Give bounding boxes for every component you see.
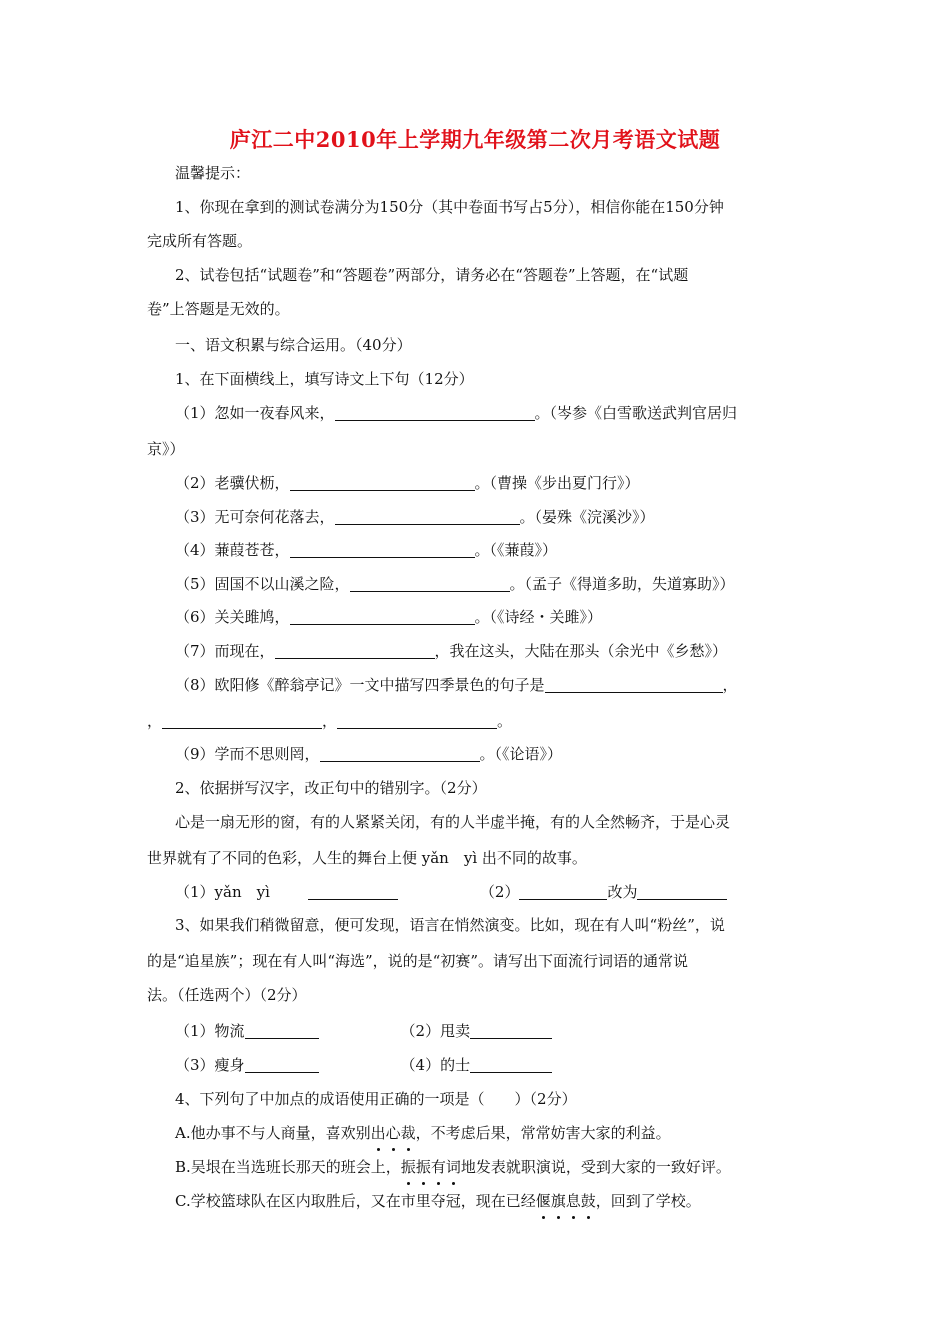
item-text: （5）固国不以山溪之险，: [175, 575, 350, 593]
question-1-item-8-cont: [147, 710, 512, 732]
answer-label: 改为: [607, 883, 638, 901]
answer-blank[interactable]: [320, 745, 480, 762]
dotted-char: 鼓: [580, 1192, 596, 1210]
question-1-item-5: [175, 573, 735, 595]
tip-line: 完成所有答题。: [147, 232, 253, 250]
question-2-answers: [175, 881, 727, 903]
answer-blank[interactable]: [337, 712, 497, 729]
item-text: 。: [497, 712, 513, 730]
option-text: ，回到了学校。: [595, 1192, 701, 1210]
answer-blank[interactable]: [350, 575, 510, 592]
item-text: 。（晏殊《浣溪沙》）: [519, 508, 655, 526]
question-1-item-1-cont: 京》）: [147, 440, 185, 458]
option-text: C.学校篮球队在区内取胜后，又在市里夺冠，现在已经: [175, 1192, 536, 1210]
dotted-char: 偃: [535, 1192, 551, 1210]
page-title: 庐江二中2010年上学期九年级第二次月考语文试题: [229, 127, 721, 152]
tip-heading: 温馨提示：: [175, 164, 251, 182]
item-text: （2）老骥伏枥，: [175, 474, 290, 492]
question-3-row: [175, 1054, 552, 1076]
answer-blank[interactable]: [637, 883, 727, 900]
dotted-idiom: [536, 1192, 596, 1210]
dotted-char: 振: [415, 1158, 431, 1176]
tip-line: 2、试卷包括“试题卷”和“答题卷”两部分，请务必在“答题卷”上答题，在“试题: [175, 266, 689, 284]
answer-blank[interactable]: [470, 1056, 552, 1073]
question-1-stem: 1、在下面横线上，填写诗文上下句（12分）: [175, 370, 474, 388]
answer-blank[interactable]: [519, 883, 607, 900]
dotted-char: 裁: [400, 1124, 416, 1142]
question-2-text: 世界就有了不同的色彩，人生的舞台上便 yǎn yì 出不同的故事。: [147, 849, 587, 867]
question-1-item-4: [175, 539, 557, 561]
item-text: （6）关关雎鸠，: [175, 608, 290, 626]
answer-label: （2）: [479, 883, 520, 901]
answer-blank[interactable]: [245, 1022, 319, 1039]
item-text: ，: [147, 712, 163, 730]
item-text: 。（岑参《白雪歌送武判官居归: [534, 404, 738, 422]
answer-blank[interactable]: [162, 712, 322, 729]
answer-blank[interactable]: [245, 1056, 319, 1073]
question-3-row: [175, 1020, 552, 1042]
answer-blank[interactable]: [335, 404, 535, 421]
question-3-stem: 3、如果我们稍微留意，便可发现，语言在悄然演变。比如，现在有人叫“粉丝”，说: [175, 916, 725, 934]
dotted-char: 振: [400, 1158, 416, 1176]
dotted-char: 心: [385, 1124, 401, 1142]
answer-label: （1）yǎn yì: [175, 883, 270, 901]
answer-blank[interactable]: [308, 883, 398, 900]
answer-blank[interactable]: [290, 474, 475, 491]
item-text: ，我在这头，大陆在那头（余光中《乡愁》）: [434, 642, 728, 660]
item-text: （9）学而不思则罔，: [175, 745, 320, 763]
item-text: 。（曹操《步出夏门行》）: [474, 474, 640, 492]
answer-blank[interactable]: [290, 541, 475, 558]
tip-line: 卷”上答题是无效的。: [147, 300, 290, 318]
question-1-item-7: [175, 640, 727, 662]
question-3-stem: 法。（任选两个）（2分）: [147, 986, 307, 1004]
item-text: （1）忽如一夜春风来，: [175, 404, 335, 422]
section-heading: 一、语文积累与综合运用。（40分）: [175, 336, 412, 354]
question-4-stem: 4、下列句了中加点的成语使用正确的一项是（ ）（2分）: [175, 1090, 577, 1108]
answer-blank[interactable]: [545, 676, 723, 693]
dotted-char: 息: [565, 1192, 581, 1210]
item-text: 。（《蒹葭》）: [474, 541, 558, 559]
dotted-char: 有: [430, 1158, 446, 1176]
question-2-stem: 2、依据拼写汉字，改正句中的错别字。（2分）: [175, 779, 487, 797]
dotted-char: 旗: [550, 1192, 566, 1210]
item-text: 。（《论语》）: [479, 745, 563, 763]
item-text: （7）而现在，: [175, 642, 275, 660]
item-text: ，: [722, 676, 738, 694]
dotted-char: 出: [370, 1124, 386, 1142]
question-1-item-2: [175, 472, 640, 494]
answer-blank[interactable]: [470, 1022, 552, 1039]
question-2-text: 心是一扇无形的窗，有的人紧紧关闭，有的人半虚半掩，有的人全然畅齐，于是心灵: [175, 813, 731, 831]
question-1-item-1: [175, 402, 737, 424]
word-label: （4）的士: [400, 1056, 471, 1074]
item-text: （4）蒹葭苍苍，: [175, 541, 290, 559]
word-label: （2）甩卖: [400, 1022, 471, 1040]
dotted-char: 词: [445, 1158, 461, 1176]
option-text: A.他办事不与人商量，喜欢别: [175, 1124, 371, 1142]
word-label: （1）物流: [175, 1022, 245, 1040]
question-1-item-6: [175, 606, 602, 628]
question-1-item-8: [175, 674, 738, 696]
dotted-idiom: [401, 1158, 461, 1176]
answer-blank[interactable]: [290, 608, 475, 625]
question-4-option-c: [175, 1190, 701, 1212]
dotted-idiom: [371, 1124, 416, 1142]
question-1-item-9: [175, 743, 562, 765]
answer-blank[interactable]: [275, 642, 435, 659]
item-text: ，: [322, 712, 338, 730]
item-text: 。（《诗经・关雎》）: [474, 608, 603, 626]
question-4-option-b: [175, 1156, 731, 1178]
option-text: B.吴垠在当选班长那天的班会上，: [175, 1158, 401, 1176]
question-1-item-3: [175, 506, 655, 528]
word-label: （3）瘦身: [175, 1056, 245, 1074]
option-text: 地发表就职演说，受到大家的一致好评。: [460, 1158, 731, 1176]
option-text: ，不考虑后果，常常妨害大家的利益。: [415, 1124, 671, 1142]
question-3-stem: 的是“追星族”；现在有人叫“海选”，说的是“初赛”。请写出下面流行词语的通常说: [147, 952, 689, 970]
tip-line: 1、你现在拿到的测试卷满分为150分（其中卷面书写占5分），相信你能在150分钟: [175, 198, 724, 216]
answer-blank[interactable]: [335, 508, 520, 525]
item-text: （3）无可奈何花落去，: [175, 508, 335, 526]
question-4-option-a: [175, 1122, 671, 1144]
item-text: 。（孟子《得道多助，失道寡助》）: [509, 575, 735, 593]
item-text: （8）欧阳修《醉翁亭记》一文中描写四季景色的句子是: [175, 676, 545, 694]
